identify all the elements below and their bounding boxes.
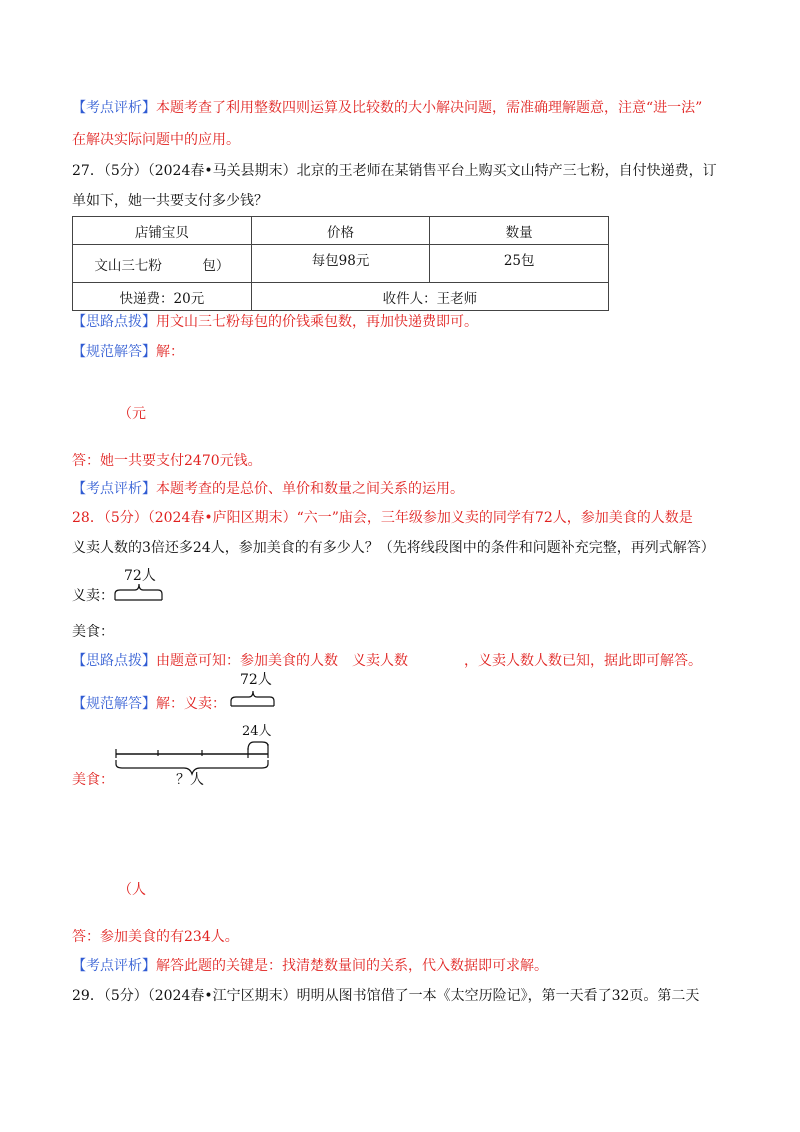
order-col-price: 价格 [251,217,430,245]
diagram2-label-extra: 24人 [242,724,272,739]
hint-text: 由题意可知：参加美食的人数 义卖人数 ，义卖人数人数已知，据此即可解答。 [156,653,702,669]
solution-text: 解： [156,344,184,360]
diagram1-brace [112,580,166,602]
solution-text: 解：义卖： [156,696,226,712]
q28-analysis [72,956,548,976]
q28-hint [72,651,702,671]
q27-stem-line1: 27．（5分）（2024春•马关县期末）北京的王老师在某销售平台上购买文山特产三七粉，自付快递费，订 [72,163,717,179]
solution-tag: 【规范解答】 [72,344,156,360]
q28-result-fragment: （人 [118,882,146,898]
order-col-item: 店铺宝贝 [73,217,252,245]
analysis-tag: 【考点评析】 [72,958,156,974]
order-shipping-cell: 快递费：20元 [73,283,252,311]
order-table [72,216,609,311]
order-col-qty: 数量 [430,217,609,245]
q28-stem-line1: 28．（5分）（2024春•庐阳区期末）“六一”庙会，三年级参加义卖的同学有72人，参加美食的人数是 [72,510,693,526]
order-item-cell: 文山三七粉 包） [73,245,252,283]
analysis-tag: 【考点评析】 [72,481,156,497]
diagram2-label-question: ？人 [176,772,204,788]
q28-solution [72,694,226,714]
diagram1-row2-label: 美食： [72,624,114,640]
solution-tag: 【规范解答】 [72,696,156,712]
order-recipient-cell: 收件人：王老师 [251,283,608,311]
hint-tag: 【思路点拨】 [72,653,156,669]
q28-stem-line2: 义卖人数的3倍还多24人，参加美食的有多少人？（先将线段图中的条件和问题补充完整，再列式解答） [72,540,715,556]
analysis-text: 本题考查了利用整数四则运算及比较数的大小解决问题，需准确理解题意，注意“进一法” [156,100,703,116]
q27-stem-line2: 单如下，她一共要支付多少钱？ [72,193,268,209]
q27-result-fragment: （元 [118,406,146,422]
q27-answer: 答：她一共要支付2470元钱。 [72,453,262,469]
order-table-header-row [73,217,609,245]
diagram1-label-top: 72人 [124,568,156,584]
q27-solution [72,342,184,362]
diagram2-top-brace [228,688,280,708]
diagram1-row1-label: 义卖： [72,588,114,604]
order-price-cell: 每包98元 [251,245,430,283]
order-table-row [73,245,609,283]
q27-analysis [72,479,464,499]
order-table-footer-row [73,283,609,311]
analysis-text: 解答此题的关键是：找清楚数量间的关系，代入数据即可求解。 [156,958,548,974]
hint-tag: 【思路点拨】 [72,314,156,330]
order-qty-cell: 25包 [430,245,609,283]
analysis-tag: 【考点评析】 [72,100,156,116]
diagram2-label-top: 72人 [240,672,272,688]
q26-analysis [72,98,702,118]
diagram2-row2-label: 美食： [72,772,114,788]
analysis-text: 本题考查的是总价、单价和数量之间关系的运用。 [156,481,464,497]
q26-analysis-cont: 在解决实际问题中的应用。 [72,132,240,148]
q29-stem-line1: 29．（5分）（2024春•江宁区期末）明明从图书馆借了一本《太空历险记》，第一天看了32页。第二天 [72,988,700,1004]
q28-answer: 答：参加美食的有234人。 [72,929,239,945]
q27-hint [72,312,478,332]
hint-text: 用文山三七粉每包的价钱乘包数，再加快递费即可。 [156,314,478,330]
